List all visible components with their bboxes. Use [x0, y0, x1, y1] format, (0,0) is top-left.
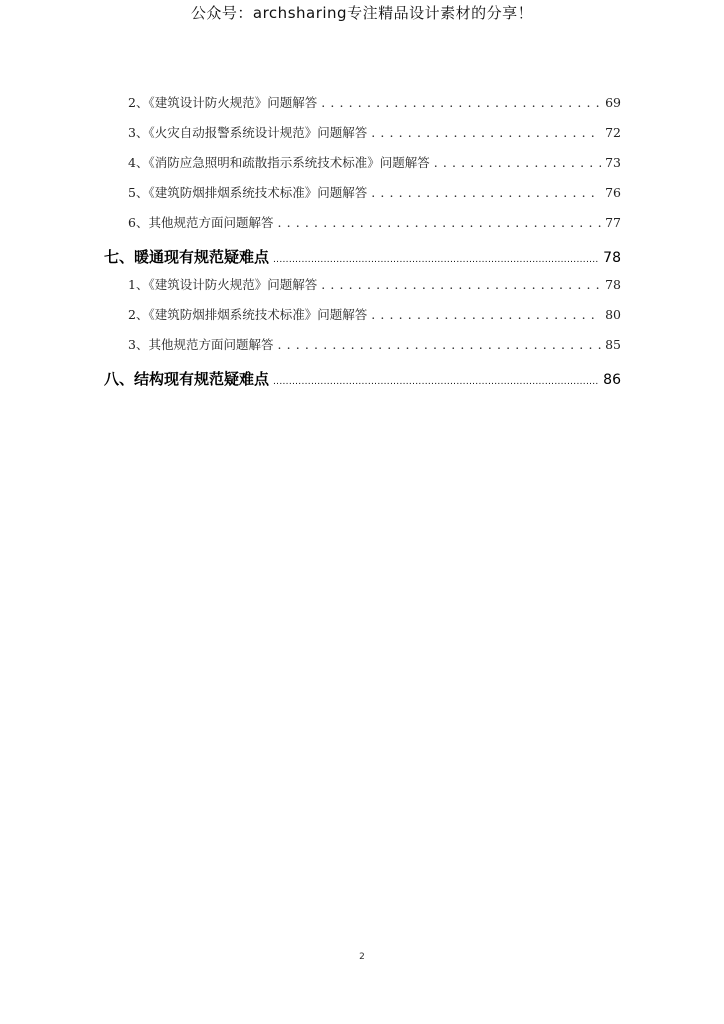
toc-entry-label: 6、其他规范方面问题解答 [128, 215, 274, 230]
dot-leader [273, 245, 599, 275]
dot-leader [371, 304, 601, 326]
dot-leader [434, 152, 601, 174]
toc-entry-page: 76 [605, 185, 621, 200]
dot-leader [321, 274, 601, 296]
toc-entry[interactable] [104, 274, 621, 304]
toc-entry[interactable] [104, 122, 621, 152]
dot-leader [371, 182, 601, 204]
toc-entry[interactable] [104, 212, 621, 242]
dot-leader [371, 122, 601, 144]
dot-leader [321, 92, 601, 114]
page-number: 2 [359, 952, 365, 962]
toc-entry[interactable] [104, 182, 621, 212]
table-of-contents [104, 92, 621, 396]
toc-entry-page: 78 [605, 277, 621, 292]
toc-entry-page: 73 [605, 155, 621, 170]
toc-entry[interactable] [104, 334, 621, 364]
toc-chapter-7[interactable] [104, 242, 621, 274]
toc-entry-page: 85 [605, 337, 621, 352]
toc-entry-label: 5、《建筑防烟排烟系统技术标准》问题解答 [128, 185, 368, 200]
toc-chapter-label: 八、结构现有规范疑难点 [104, 370, 270, 388]
page-header: 公众号：archsharing专注精品设计素材的分享！ [190, 4, 534, 22]
toc-entry-label: 2、《建筑防烟排烟系统技术标准》问题解答 [128, 307, 368, 322]
toc-entry-page: 72 [605, 125, 621, 140]
toc-chapter-page: 86 [603, 372, 621, 388]
dot-leader [273, 367, 599, 397]
dot-leader [277, 212, 601, 234]
toc-entry[interactable] [104, 304, 621, 334]
toc-entry-page: 77 [605, 215, 621, 230]
toc-entry-label: 3、《火灾自动报警系统设计规范》问题解答 [128, 125, 368, 140]
toc-chapter-page: 78 [603, 250, 621, 266]
toc-chapter-8[interactable] [104, 364, 621, 396]
toc-entry-label: 2、《建筑设计防火规范》问题解答 [128, 95, 318, 110]
toc-entry[interactable] [104, 152, 621, 182]
toc-entry-page: 80 [605, 307, 621, 322]
toc-entry-page: 69 [605, 95, 621, 110]
toc-entry-label: 3、其他规范方面问题解答 [128, 337, 274, 352]
toc-entry-label: 1、《建筑设计防火规范》问题解答 [128, 277, 318, 292]
toc-chapter-label: 七、暖通现有规范疑难点 [104, 248, 270, 266]
dot-leader [277, 334, 601, 356]
toc-entry-label: 4、《消防应急照明和疏散指示系统技术标准》问题解答 [128, 155, 430, 170]
toc-entry[interactable] [104, 92, 621, 122]
